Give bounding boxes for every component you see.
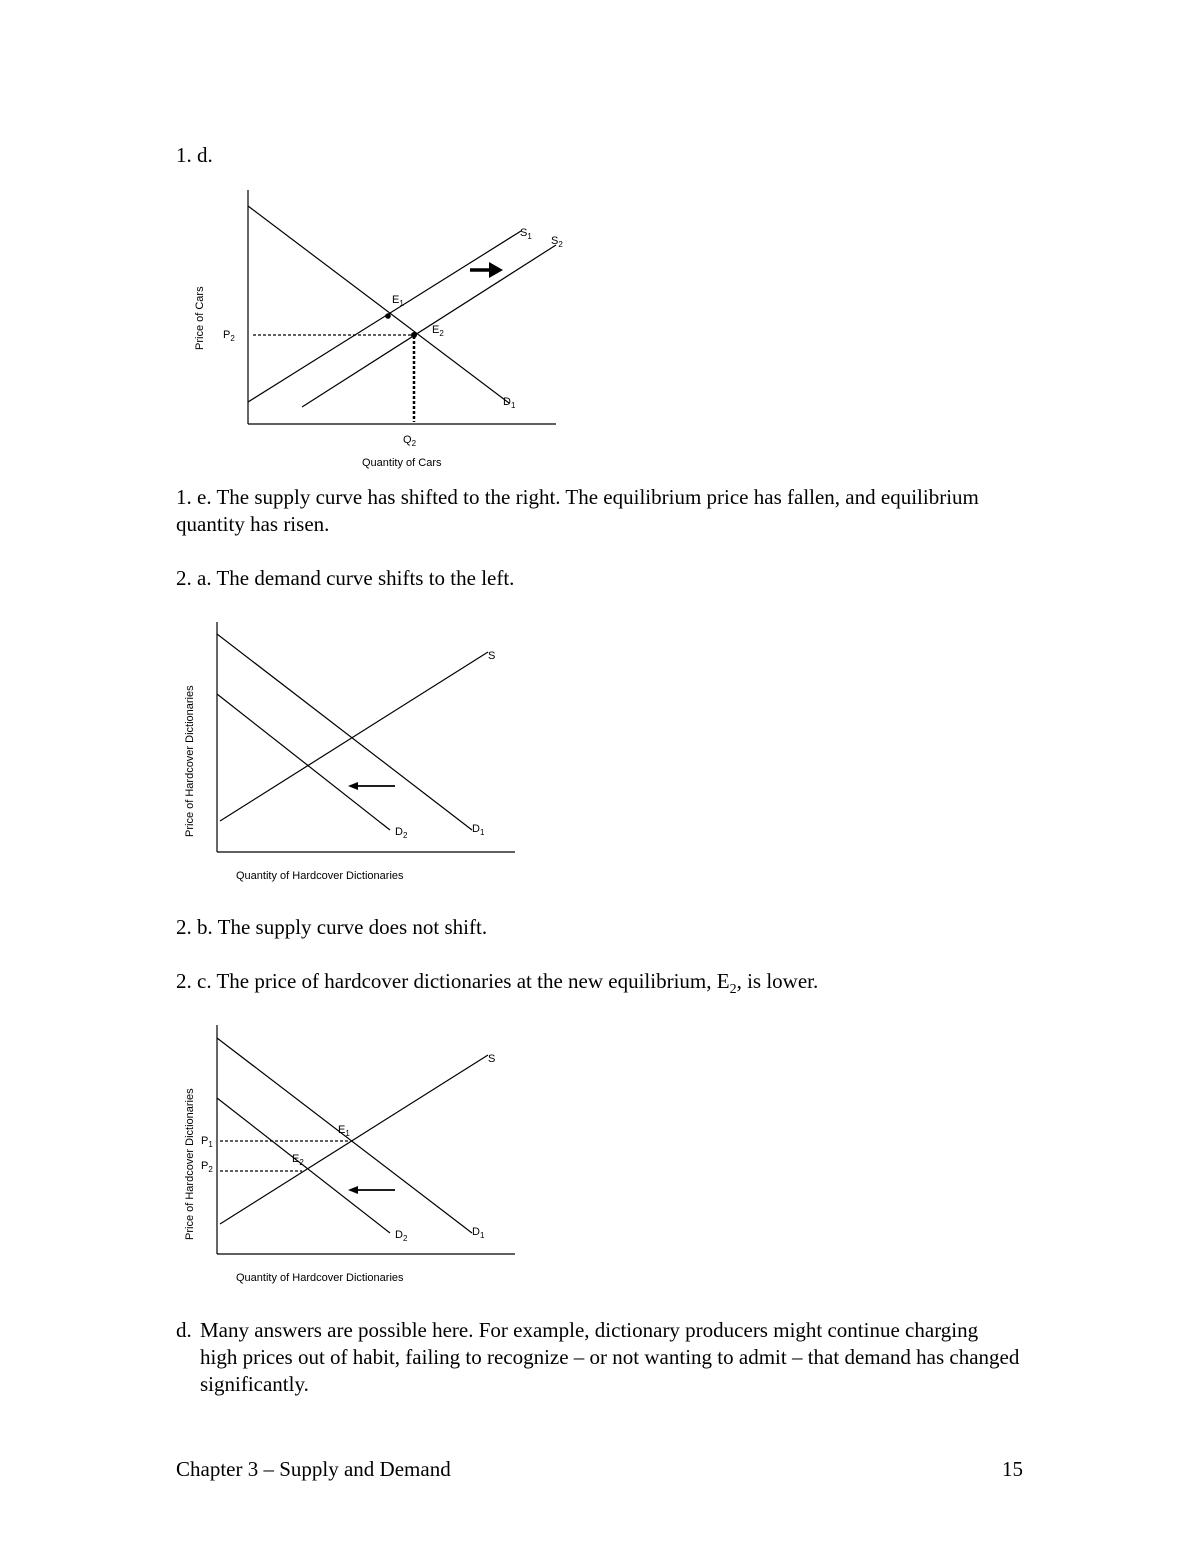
question-2c-text: 2. c. The price of hardcover dictionaries at the new equilibrium, $E_2$, is lower. (176, 969, 819, 998)
fig1-label-e1: $E_1$ (392, 294, 404, 308)
fig1-label-q2: $Q_2$ (403, 434, 417, 448)
fig3-label-e2: $E_2$ (292, 1153, 304, 1167)
question-2b-text: 2. b. The supply curve does not shift. (176, 915, 488, 939)
fig1-label-p2: $P_2$ (223, 329, 235, 343)
fig3-label-s: S (488, 1053, 496, 1065)
fig1-x-axis-label: Quantity of Cars (362, 457, 442, 469)
question-d-text: Many answers are possible here. For example, dictionary producers might continue charging high prices out of habit, failing to recognize – or not wanting to admit – that demand has changed significantly. (200, 1318, 1020, 1396)
fig1-label-s1: $S_1$ (520, 227, 532, 241)
fig3-label-d1: $D_1$ (472, 1226, 485, 1240)
fig3-label-d2: $D_2$ (395, 1229, 408, 1243)
fig3-arrow-left-icon (348, 1186, 358, 1194)
fig2-label-d2: $D_2$ (395, 826, 408, 840)
fig2-label-s: S (488, 650, 496, 662)
question-1e-text: 1. e. The supply curve has shifted to the right. The equilibrium price has fallen, and equilibrium quantity has risen. (176, 485, 979, 536)
fig1-label-d1: $D_1$ (503, 396, 516, 410)
footer-chapter-title: Chapter 3 – Supply and Demand (176, 1457, 451, 1481)
fig2-x-axis-label: Quantity of Hardcover Dictionaries (236, 870, 404, 882)
fig2-y-axis-label: Price of Hardcover Dictionaries (184, 685, 196, 837)
fig3-label-p1: $P_1$ (201, 1135, 213, 1149)
fig1-label-e2: $E_2$ (432, 324, 444, 338)
fig1-y-axis-label: Price of Cars (194, 286, 206, 350)
fig1-label-s2: $S_2$ (551, 235, 563, 249)
fig3-y-axis-label: Price of Hardcover Dictionaries (184, 1088, 196, 1240)
question-1d-label: 1. d. (176, 143, 213, 167)
question-2a-text: 2. a. The demand curve shifts to the left. (176, 566, 515, 590)
fig2-label-d1: $D_1$ (472, 823, 485, 837)
fig3-label-e1: $E_1$ (338, 1124, 350, 1138)
fig3-x-axis-label: Quantity of Hardcover Dictionaries (236, 1272, 404, 1284)
question-d-label: d. (176, 1318, 192, 1342)
fig3-label-p2: $P_2$ (201, 1160, 213, 1174)
footer-page-number: 15 (1002, 1457, 1023, 1481)
fig3-supply-s (220, 1055, 488, 1224)
